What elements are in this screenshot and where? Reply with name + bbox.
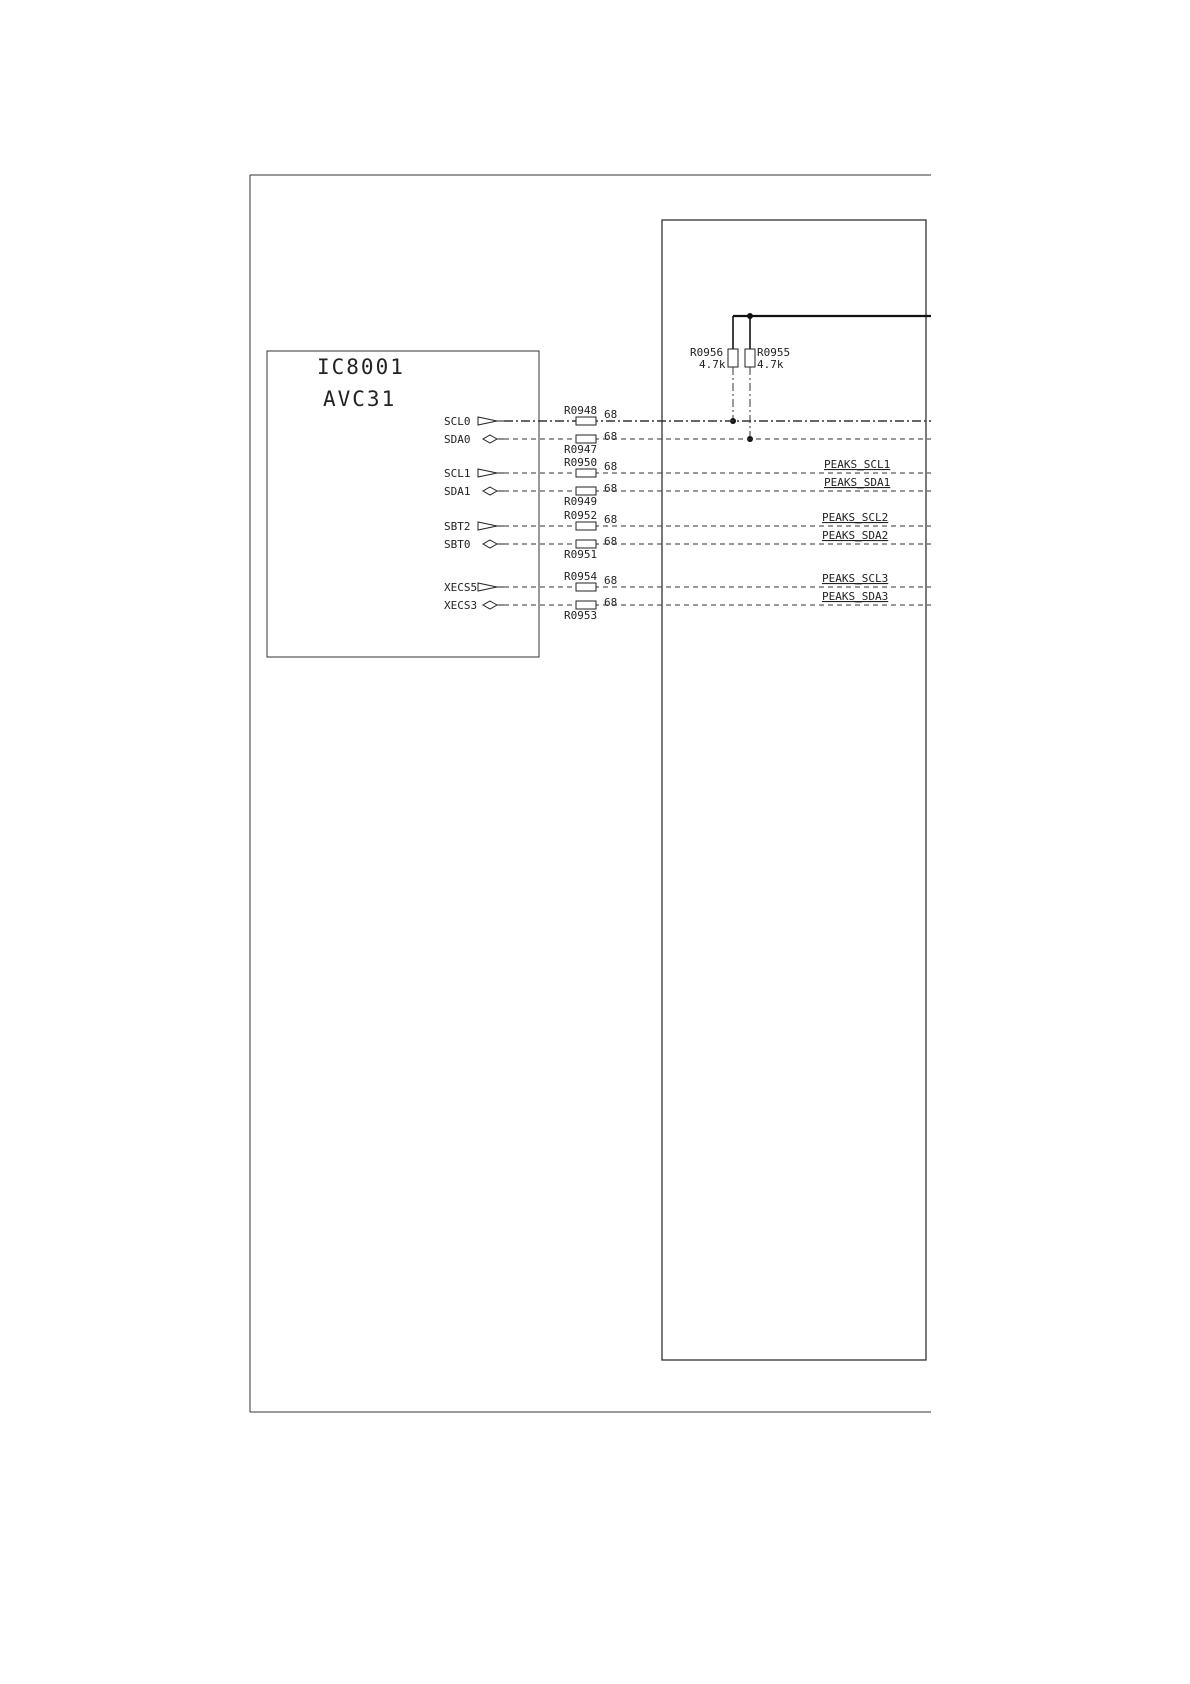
resistor-value: 68 — [604, 482, 618, 495]
net-label: PEAKS_SDA1 — [824, 476, 891, 489]
resistor-ref: R0954 — [564, 570, 598, 583]
net-label: PEAKS_SDA2 — [822, 529, 889, 542]
output-pin-icon — [478, 469, 497, 477]
inner-block — [662, 220, 926, 1360]
resistor-value: 68 — [604, 460, 618, 473]
resistor-ref: R0949 — [564, 495, 598, 508]
resistor-r0956 — [728, 349, 738, 367]
resistor-ref: R0953 — [564, 609, 598, 622]
pullup-ref: R0955 — [757, 346, 791, 359]
pin-label: SCL0 — [444, 415, 471, 428]
pin-label: SBT0 — [444, 538, 471, 551]
pullup-value: 4.7k — [757, 358, 784, 371]
resistor-ref: R0952 — [564, 509, 598, 522]
output-pin-icon — [478, 417, 497, 425]
ic-ref: IC8001 — [317, 355, 405, 379]
output-pin-icon — [478, 583, 497, 591]
bidir-pin-icon — [483, 435, 497, 443]
resistor-r0955 — [745, 349, 755, 367]
pin-label: XECS5 — [444, 581, 478, 594]
bidir-pin-icon — [483, 487, 497, 495]
pullup-value: 4.7k — [699, 358, 726, 371]
signal-rows — [444, 404, 931, 622]
net-label: PEAKS_SCL1 — [824, 458, 891, 471]
resistor-value: 68 — [604, 535, 618, 548]
pin-label: XECS3 — [444, 599, 478, 612]
pin-label: SBT2 — [444, 520, 471, 533]
ic-part: AVC31 — [323, 387, 397, 411]
pin-label: SCL1 — [444, 467, 471, 480]
resistor-ref: R0948 — [564, 404, 598, 417]
pullup-ref: R0956 — [690, 346, 724, 359]
ic-box — [267, 351, 539, 657]
series-resistor — [576, 540, 596, 548]
series-resistor — [576, 417, 596, 425]
series-resistor — [576, 469, 596, 477]
pin-label: SDA1 — [444, 485, 471, 498]
series-resistor — [576, 601, 596, 609]
net-label: PEAKS_SCL3 — [822, 572, 889, 585]
bidir-pin-icon — [483, 601, 497, 609]
pin-label: SDA0 — [444, 433, 471, 446]
resistor-value: 68 — [604, 596, 618, 609]
resistor-value: 68 — [604, 408, 618, 421]
resistor-ref: R0950 — [564, 456, 598, 469]
resistor-value: 68 — [604, 430, 618, 443]
series-resistor — [576, 487, 596, 495]
resistor-ref: R0951 — [564, 548, 598, 561]
pullup-network — [690, 313, 931, 442]
resistor-value: 68 — [604, 513, 618, 526]
series-resistor — [576, 435, 596, 443]
net-label: PEAKS_SCL2 — [822, 511, 889, 524]
series-resistor — [576, 522, 596, 530]
net-label: PEAKS_SDA3 — [822, 590, 889, 603]
output-pin-icon — [478, 522, 497, 530]
resistor-value: 68 — [604, 574, 618, 587]
series-resistor — [576, 583, 596, 591]
resistor-ref: R0947 — [564, 443, 598, 456]
bidir-pin-icon — [483, 540, 497, 548]
